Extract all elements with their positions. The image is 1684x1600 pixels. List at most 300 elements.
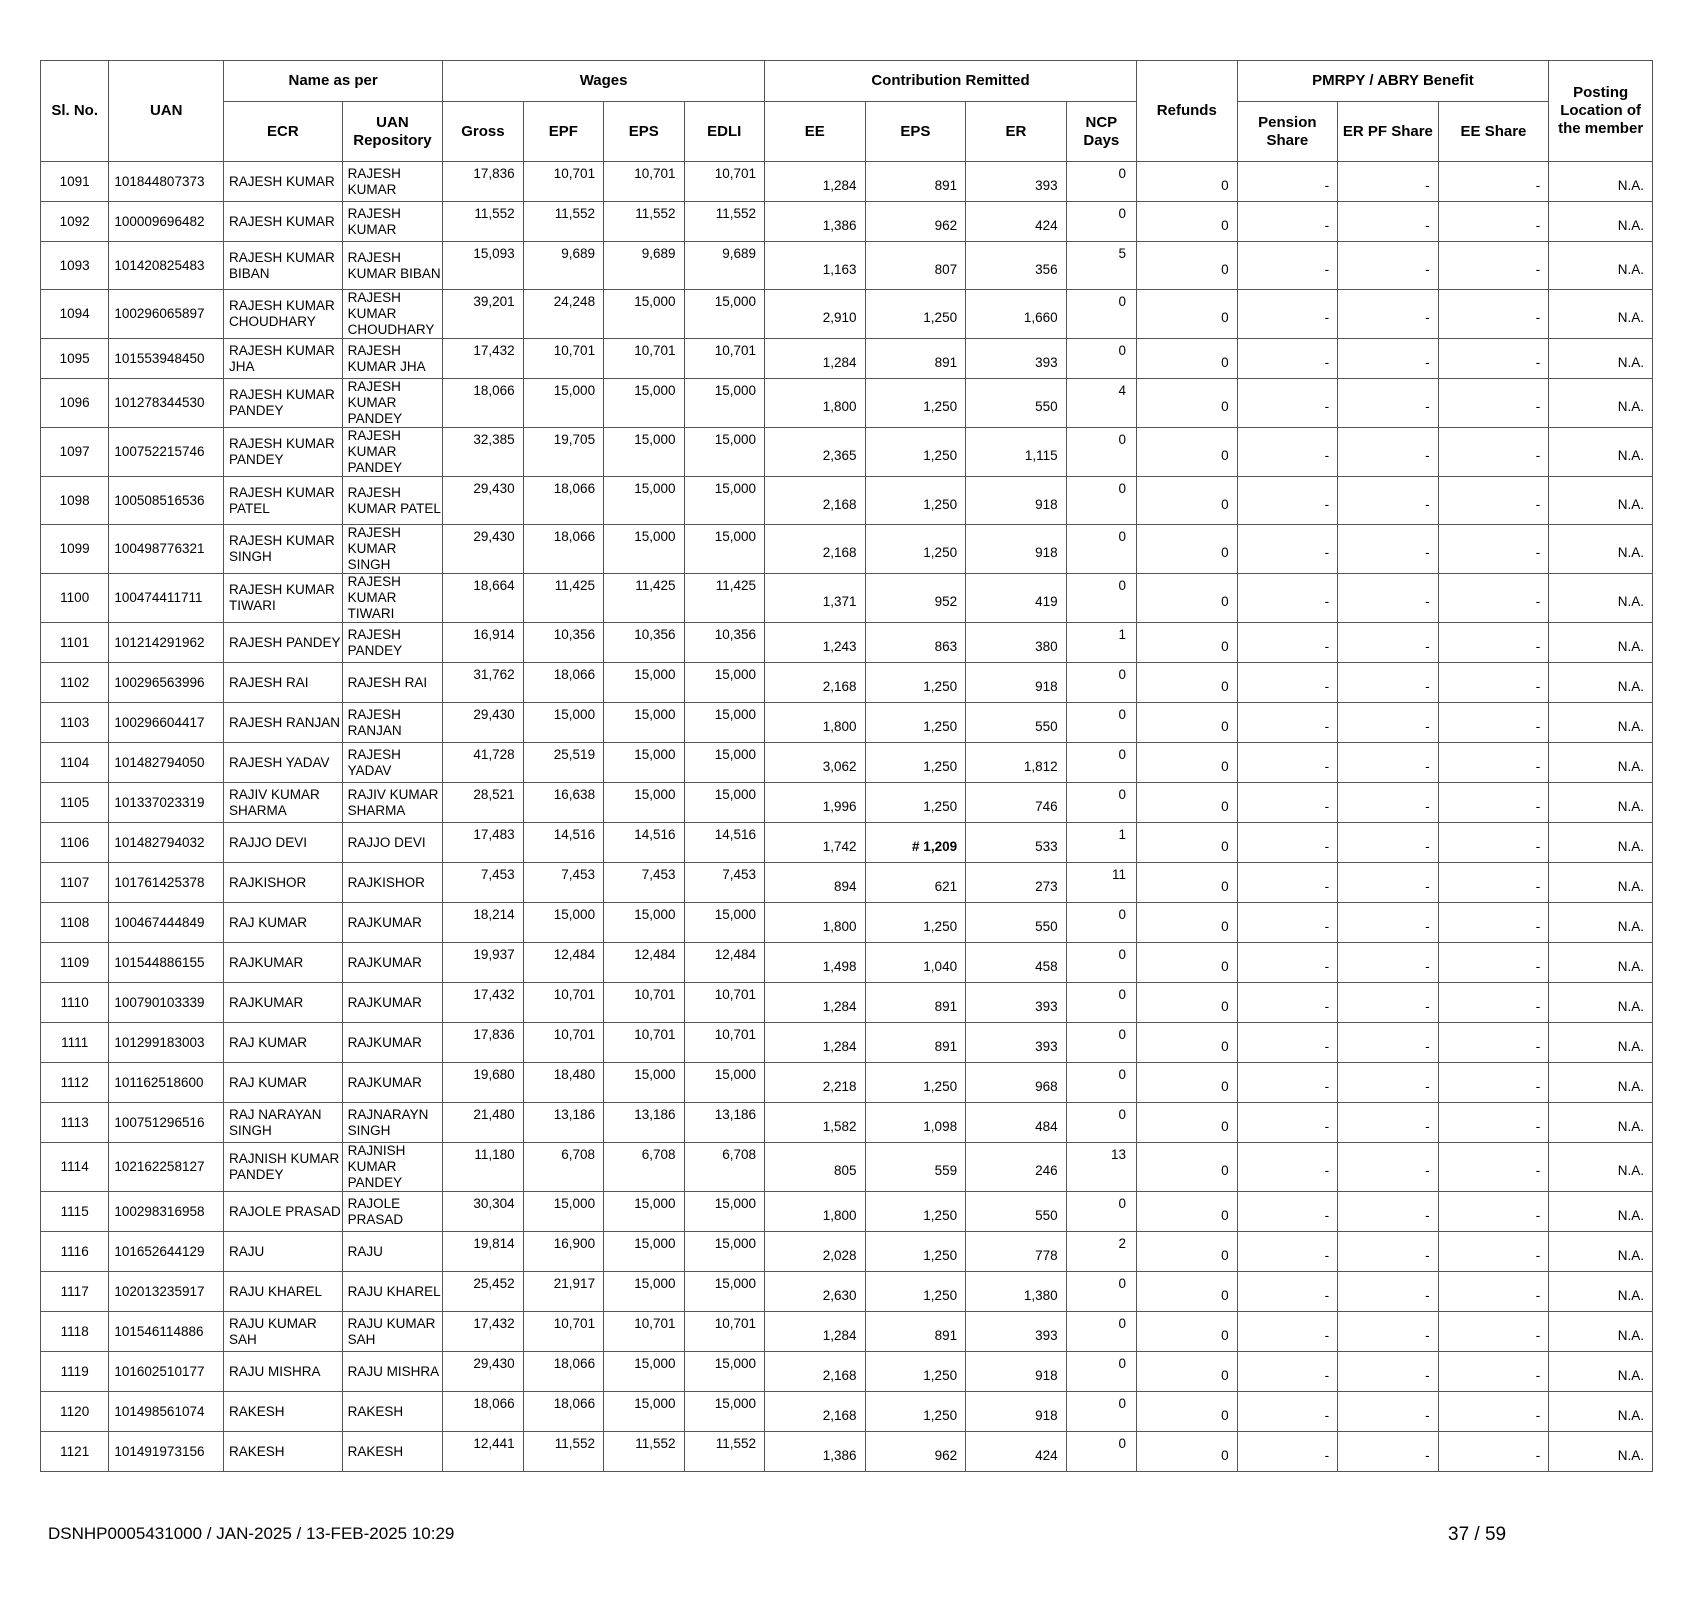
cell-pension-share: - xyxy=(1237,1192,1338,1232)
cell-edli: 15,000 xyxy=(684,1063,764,1103)
cell-sl-no: 1098 xyxy=(41,477,109,525)
cell-pension-share: - xyxy=(1237,983,1338,1023)
header-contribution-remitted: Contribution Remitted xyxy=(765,61,1137,102)
cell-eps: 15,000 xyxy=(604,1392,684,1432)
cell-refunds: 0 xyxy=(1137,1352,1238,1392)
cell-contrib-eps: 891 xyxy=(865,1312,966,1352)
cell-contrib-eps: 621 xyxy=(865,863,966,903)
cell-ee: 894 xyxy=(765,863,866,903)
header-uan: UAN xyxy=(109,61,224,162)
cell-gross: 11,180 xyxy=(443,1143,523,1192)
cell-contrib-eps: 962 xyxy=(865,1432,966,1472)
cell-uan: 101491973156 xyxy=(109,1432,224,1472)
cell-contrib-eps: 1,250 xyxy=(865,743,966,783)
cell-uan: 101544886155 xyxy=(109,943,224,983)
cell-ee-share: - xyxy=(1438,1023,1549,1063)
cell-ncp-days: 0 xyxy=(1066,1063,1136,1103)
cell-eps: 15,000 xyxy=(604,663,684,703)
cell-contrib-eps: 559 xyxy=(865,1143,966,1192)
header-er-pf-share: ER PF Share xyxy=(1338,102,1439,162)
cell-uan: 101498561074 xyxy=(109,1392,224,1432)
cell-ee-share: - xyxy=(1438,1063,1549,1103)
cell-ee-share: - xyxy=(1438,202,1549,242)
table-row xyxy=(41,525,1653,574)
cell-er: 968 xyxy=(966,1063,1067,1103)
cell-sl-no: 1114 xyxy=(41,1143,109,1192)
cell-edli: 11,425 xyxy=(684,574,764,623)
cell-ncp-days: 0 xyxy=(1066,202,1136,242)
cell-uan: 101214291962 xyxy=(109,623,224,663)
cell-epf: 15,000 xyxy=(523,1192,603,1232)
cell-edli: 11,552 xyxy=(684,1432,764,1472)
cell-ee-share: - xyxy=(1438,379,1549,428)
cell-ncp-days: 2 xyxy=(1066,1232,1136,1272)
cell-epf: 15,000 xyxy=(523,903,603,943)
cell-uan: 100752215746 xyxy=(109,428,224,477)
cell-refunds: 0 xyxy=(1137,428,1238,477)
cell-ecr-name: RAJESH KUMAR xyxy=(224,202,343,242)
cell-uan: 100467444849 xyxy=(109,903,224,943)
cell-ee: 1,371 xyxy=(765,574,866,623)
cell-er: 246 xyxy=(966,1143,1067,1192)
cell-gross: 41,728 xyxy=(443,743,523,783)
header-gross: Gross xyxy=(443,102,523,162)
cell-refunds: 0 xyxy=(1137,663,1238,703)
cell-refunds: 0 xyxy=(1137,703,1238,743)
cell-ncp-days: 0 xyxy=(1066,525,1136,574)
cell-repository-name: RAJESH KUMAR PATEL xyxy=(342,477,443,525)
cell-edli: 15,000 xyxy=(684,1392,764,1432)
cell-pension-share: - xyxy=(1237,783,1338,823)
cell-er-pf-share: - xyxy=(1338,1192,1439,1232)
cell-ncp-days: 0 xyxy=(1066,1352,1136,1392)
cell-ee-share: - xyxy=(1438,823,1549,863)
table-row xyxy=(41,863,1653,903)
cell-edli: 10,701 xyxy=(684,1312,764,1352)
cell-refunds: 0 xyxy=(1137,379,1238,428)
cell-ecr-name: RAJU xyxy=(224,1232,343,1272)
cell-pension-share: - xyxy=(1237,1352,1338,1392)
cell-gross: 29,430 xyxy=(443,525,523,574)
cell-eps: 11,552 xyxy=(604,1432,684,1472)
cell-pension-share: - xyxy=(1237,525,1338,574)
cell-ee-share: - xyxy=(1438,574,1549,623)
cell-sl-no: 1095 xyxy=(41,339,109,379)
cell-ecr-name: RAJESH KUMAR CHOUDHARY xyxy=(224,290,343,339)
cell-contrib-eps: 1,250 xyxy=(865,1192,966,1232)
cell-uan: 100009696482 xyxy=(109,202,224,242)
cell-ncp-days: 0 xyxy=(1066,1023,1136,1063)
cell-repository-name: RAJKUMAR xyxy=(342,1063,443,1103)
cell-posting: N.A. xyxy=(1549,339,1653,379)
cell-er: 550 xyxy=(966,379,1067,428)
cell-ncp-days: 0 xyxy=(1066,1192,1136,1232)
cell-refunds: 0 xyxy=(1137,1103,1238,1143)
table-row xyxy=(41,339,1653,379)
cell-eps: 15,000 xyxy=(604,1232,684,1272)
cell-epf: 21,917 xyxy=(523,1272,603,1312)
cell-ecr-name: RAJ KUMAR xyxy=(224,1063,343,1103)
cell-epf: 15,000 xyxy=(523,703,603,743)
cell-ecr-name: RAJIV KUMAR SHARMA xyxy=(224,783,343,823)
cell-sl-no: 1091 xyxy=(41,162,109,202)
table-row xyxy=(41,379,1653,428)
cell-repository-name: RAJU MISHRA xyxy=(342,1352,443,1392)
cell-edli: 14,516 xyxy=(684,823,764,863)
cell-edli: 15,000 xyxy=(684,428,764,477)
cell-contrib-eps: 1,250 xyxy=(865,1063,966,1103)
header-ecr: ECR xyxy=(224,102,343,162)
cell-er-pf-share: - xyxy=(1338,743,1439,783)
cell-repository-name: RAJIV KUMAR SHARMA xyxy=(342,783,443,823)
cell-ecr-name: RAJESH KUMAR PANDEY xyxy=(224,379,343,428)
cell-er: 393 xyxy=(966,983,1067,1023)
table-body xyxy=(41,162,1653,1472)
cell-ee: 1,582 xyxy=(765,1103,866,1143)
cell-ee: 1,498 xyxy=(765,943,866,983)
cell-uan: 100296065897 xyxy=(109,290,224,339)
cell-refunds: 0 xyxy=(1137,623,1238,663)
cell-repository-name: RAJESH KUMAR PANDEY xyxy=(342,428,443,477)
cell-contrib-eps: 1,250 xyxy=(865,290,966,339)
cell-eps: 15,000 xyxy=(604,1063,684,1103)
cell-edli: 7,453 xyxy=(684,863,764,903)
cell-posting: N.A. xyxy=(1549,943,1653,983)
cell-er: 424 xyxy=(966,1432,1067,1472)
cell-sl-no: 1110 xyxy=(41,983,109,1023)
cell-ecr-name: RAJESH PANDEY xyxy=(224,623,343,663)
cell-ee-share: - xyxy=(1438,339,1549,379)
cell-posting: N.A. xyxy=(1549,1143,1653,1192)
cell-repository-name: RAJNISH KUMAR PANDEY xyxy=(342,1143,443,1192)
cell-er: 424 xyxy=(966,202,1067,242)
cell-uan: 101278344530 xyxy=(109,379,224,428)
cell-contrib-eps: 807 xyxy=(865,242,966,290)
cell-eps: 15,000 xyxy=(604,783,684,823)
cell-ee: 2,168 xyxy=(765,1392,866,1432)
cell-repository-name: RAJKUMAR xyxy=(342,943,443,983)
cell-er-pf-share: - xyxy=(1338,574,1439,623)
cell-refunds: 0 xyxy=(1137,743,1238,783)
cell-epf: 14,516 xyxy=(523,823,603,863)
cell-eps: 10,356 xyxy=(604,623,684,663)
cell-gross: 31,762 xyxy=(443,663,523,703)
cell-ee-share: - xyxy=(1438,1432,1549,1472)
cell-eps: 15,000 xyxy=(604,1272,684,1312)
cell-gross: 30,304 xyxy=(443,1192,523,1232)
cell-ee-share: - xyxy=(1438,663,1549,703)
table-row xyxy=(41,1432,1653,1472)
cell-posting: N.A. xyxy=(1549,743,1653,783)
cell-ee: 2,168 xyxy=(765,663,866,703)
cell-ee: 1,386 xyxy=(765,202,866,242)
cell-epf: 24,248 xyxy=(523,290,603,339)
cell-epf: 16,900 xyxy=(523,1232,603,1272)
cell-ee: 1,386 xyxy=(765,1432,866,1472)
cell-ecr-name: RAJ NARAYAN SINGH xyxy=(224,1103,343,1143)
cell-er: 918 xyxy=(966,1352,1067,1392)
cell-er-pf-share: - xyxy=(1338,903,1439,943)
cell-gross: 17,432 xyxy=(443,983,523,1023)
cell-contrib-eps: 1,250 xyxy=(865,663,966,703)
cell-ee-share: - xyxy=(1438,1352,1549,1392)
table-row xyxy=(41,1023,1653,1063)
cell-repository-name: RAJU KHAREL xyxy=(342,1272,443,1312)
cell-ee: 2,218 xyxy=(765,1063,866,1103)
header-name-as-per: Name as per xyxy=(224,61,443,102)
cell-gross: 25,452 xyxy=(443,1272,523,1312)
cell-ecr-name: RAJ KUMAR xyxy=(224,1023,343,1063)
table-row xyxy=(41,823,1653,863)
cell-er-pf-share: - xyxy=(1338,1312,1439,1352)
cell-gross: 17,483 xyxy=(443,823,523,863)
cell-sl-no: 1121 xyxy=(41,1432,109,1472)
cell-posting: N.A. xyxy=(1549,983,1653,1023)
cell-refunds: 0 xyxy=(1137,863,1238,903)
cell-posting: N.A. xyxy=(1549,1192,1653,1232)
cell-repository-name: RAJESH KUMAR TIWARI xyxy=(342,574,443,623)
cell-repository-name: RAJESH KUMAR CHOUDHARY xyxy=(342,290,443,339)
cell-epf: 16,638 xyxy=(523,783,603,823)
header-wages: Wages xyxy=(443,61,765,102)
cell-posting: N.A. xyxy=(1549,1432,1653,1472)
cell-contrib-eps: 1,250 xyxy=(865,783,966,823)
cell-er-pf-share: - xyxy=(1338,1432,1439,1472)
cell-gross: 17,432 xyxy=(443,1312,523,1352)
cell-pension-share: - xyxy=(1237,863,1338,903)
cell-edli: 11,552 xyxy=(684,202,764,242)
cell-repository-name: RAJESH RAI xyxy=(342,663,443,703)
cell-pension-share: - xyxy=(1237,162,1338,202)
cell-eps: 15,000 xyxy=(604,477,684,525)
cell-ee-share: - xyxy=(1438,983,1549,1023)
cell-epf: 11,425 xyxy=(523,574,603,623)
table-row xyxy=(41,574,1653,623)
cell-epf: 12,484 xyxy=(523,943,603,983)
cell-ee-share: - xyxy=(1438,1143,1549,1192)
footer-page-number: 37 / 59 xyxy=(1448,1524,1507,1545)
cell-ee-share: - xyxy=(1438,1392,1549,1432)
table-row xyxy=(41,1392,1653,1432)
cell-posting: N.A. xyxy=(1549,703,1653,743)
cell-contrib-eps: 891 xyxy=(865,983,966,1023)
cell-posting: N.A. xyxy=(1549,1272,1653,1312)
cell-er-pf-share: - xyxy=(1338,703,1439,743)
contribution-sheet xyxy=(40,60,1653,1472)
cell-contrib-eps: 952 xyxy=(865,574,966,623)
cell-ecr-name: RAJU MISHRA xyxy=(224,1352,343,1392)
cell-contrib-eps: 1,250 xyxy=(865,1392,966,1432)
cell-er-pf-share: - xyxy=(1338,525,1439,574)
cell-ncp-days: 0 xyxy=(1066,162,1136,202)
table-row xyxy=(41,703,1653,743)
cell-er-pf-share: - xyxy=(1338,623,1439,663)
cell-gross: 28,521 xyxy=(443,783,523,823)
cell-posting: N.A. xyxy=(1549,574,1653,623)
header-er: ER xyxy=(966,102,1067,162)
cell-er-pf-share: - xyxy=(1338,202,1439,242)
cell-ncp-days: 0 xyxy=(1066,428,1136,477)
cell-ee-share: - xyxy=(1438,525,1549,574)
cell-ee-share: - xyxy=(1438,743,1549,783)
cell-posting: N.A. xyxy=(1549,863,1653,903)
cell-epf: 10,701 xyxy=(523,983,603,1023)
cell-repository-name: RAJESH PANDEY xyxy=(342,623,443,663)
cell-epf: 19,705 xyxy=(523,428,603,477)
cell-ecr-name: RAJU KHAREL xyxy=(224,1272,343,1312)
cell-posting: N.A. xyxy=(1549,1392,1653,1432)
cell-uan: 101299183003 xyxy=(109,1023,224,1063)
header-contrib-eps: EPS xyxy=(865,102,966,162)
cell-eps: 7,453 xyxy=(604,863,684,903)
cell-sl-no: 1103 xyxy=(41,703,109,743)
cell-refunds: 0 xyxy=(1137,1063,1238,1103)
cell-edli: 10,701 xyxy=(684,1023,764,1063)
cell-ecr-name: RAJESH KUMAR PATEL xyxy=(224,477,343,525)
cell-sl-no: 1109 xyxy=(41,943,109,983)
cell-pension-share: - xyxy=(1237,242,1338,290)
cell-er-pf-share: - xyxy=(1338,983,1439,1023)
cell-posting: N.A. xyxy=(1549,379,1653,428)
cell-posting: N.A. xyxy=(1549,1063,1653,1103)
cell-uan: 101482794032 xyxy=(109,823,224,863)
cell-gross: 11,552 xyxy=(443,202,523,242)
table-row xyxy=(41,1192,1653,1232)
cell-repository-name: RAJKISHOR xyxy=(342,863,443,903)
cell-posting: N.A. xyxy=(1549,623,1653,663)
cell-ecr-name: RAJESH KUMAR BIBAN xyxy=(224,242,343,290)
cell-ecr-name: RAJKUMAR xyxy=(224,983,343,1023)
cell-er: 393 xyxy=(966,162,1067,202)
table-row xyxy=(41,903,1653,943)
cell-uan: 101162518600 xyxy=(109,1063,224,1103)
cell-er: 419 xyxy=(966,574,1067,623)
cell-sl-no: 1117 xyxy=(41,1272,109,1312)
cell-sl-no: 1113 xyxy=(41,1103,109,1143)
cell-pension-share: - xyxy=(1237,1023,1338,1063)
cell-ee-share: - xyxy=(1438,290,1549,339)
cell-ecr-name: RAJ KUMAR xyxy=(224,903,343,943)
cell-sl-no: 1105 xyxy=(41,783,109,823)
cell-edli: 15,000 xyxy=(684,379,764,428)
cell-er: 918 xyxy=(966,1392,1067,1432)
cell-uan: 102013235917 xyxy=(109,1272,224,1312)
cell-eps: 15,000 xyxy=(604,290,684,339)
cell-repository-name: RAJESH KUMAR JHA xyxy=(342,339,443,379)
cell-posting: N.A. xyxy=(1549,202,1653,242)
cell-er: 550 xyxy=(966,1192,1067,1232)
cell-ecr-name: RAJESH RAI xyxy=(224,663,343,703)
cell-posting: N.A. xyxy=(1549,1352,1653,1392)
cell-refunds: 0 xyxy=(1137,290,1238,339)
cell-epf: 18,066 xyxy=(523,1352,603,1392)
header-pmrpy: PMRPY / ABRY Benefit xyxy=(1237,61,1549,102)
cell-epf: 6,708 xyxy=(523,1143,603,1192)
cell-eps: 10,701 xyxy=(604,983,684,1023)
cell-eps: 6,708 xyxy=(604,1143,684,1192)
header-epf: EPF xyxy=(523,102,603,162)
cell-er: 1,812 xyxy=(966,743,1067,783)
cell-er: 273 xyxy=(966,863,1067,903)
cell-er: 1,115 xyxy=(966,428,1067,477)
cell-er: 393 xyxy=(966,1312,1067,1352)
cell-posting: N.A. xyxy=(1549,1232,1653,1272)
cell-epf: 18,066 xyxy=(523,525,603,574)
cell-edli: 12,484 xyxy=(684,943,764,983)
cell-sl-no: 1111 xyxy=(41,1023,109,1063)
cell-posting: N.A. xyxy=(1549,525,1653,574)
cell-posting: N.A. xyxy=(1549,242,1653,290)
cell-repository-name: RAJKUMAR xyxy=(342,983,443,1023)
cell-uan: 101652644129 xyxy=(109,1232,224,1272)
cell-ecr-name: RAJESH KUMAR TIWARI xyxy=(224,574,343,623)
cell-uan: 101337023319 xyxy=(109,783,224,823)
cell-gross: 32,385 xyxy=(443,428,523,477)
cell-eps: 14,516 xyxy=(604,823,684,863)
cell-sl-no: 1119 xyxy=(41,1352,109,1392)
cell-uan: 101602510177 xyxy=(109,1352,224,1392)
cell-gross: 7,453 xyxy=(443,863,523,903)
cell-er-pf-share: - xyxy=(1338,943,1439,983)
header-refunds: Refunds xyxy=(1137,61,1238,162)
table-row xyxy=(41,623,1653,663)
cell-ee: 1,996 xyxy=(765,783,866,823)
cell-ee-share: - xyxy=(1438,1103,1549,1143)
cell-ee-share: - xyxy=(1438,863,1549,903)
table-row xyxy=(41,428,1653,477)
cell-uan: 101844807373 xyxy=(109,162,224,202)
cell-ee: 2,168 xyxy=(765,525,866,574)
cell-gross: 18,066 xyxy=(443,1392,523,1432)
cell-epf: 15,000 xyxy=(523,379,603,428)
cell-epf: 18,480 xyxy=(523,1063,603,1103)
cell-ee-share: - xyxy=(1438,242,1549,290)
cell-posting: N.A. xyxy=(1549,477,1653,525)
cell-ecr-name: RAKESH xyxy=(224,1392,343,1432)
cell-refunds: 0 xyxy=(1137,1143,1238,1192)
cell-ee-share: - xyxy=(1438,903,1549,943)
cell-pension-share: - xyxy=(1237,1232,1338,1272)
cell-ee-share: - xyxy=(1438,1272,1549,1312)
cell-refunds: 0 xyxy=(1137,1023,1238,1063)
cell-eps: 15,000 xyxy=(604,743,684,783)
cell-uan: 101482794050 xyxy=(109,743,224,783)
cell-uan: 100751296516 xyxy=(109,1103,224,1143)
cell-uan: 100508516536 xyxy=(109,477,224,525)
cell-er-pf-share: - xyxy=(1338,1272,1439,1312)
cell-er: 1,380 xyxy=(966,1272,1067,1312)
cell-ee-share: - xyxy=(1438,477,1549,525)
cell-edli: 10,356 xyxy=(684,623,764,663)
cell-er-pf-share: - xyxy=(1338,863,1439,903)
cell-pension-share: - xyxy=(1237,703,1338,743)
cell-gross: 19,680 xyxy=(443,1063,523,1103)
cell-ee: 1,284 xyxy=(765,162,866,202)
cell-ncp-days: 5 xyxy=(1066,242,1136,290)
cell-ee-share: - xyxy=(1438,783,1549,823)
cell-eps: 9,689 xyxy=(604,242,684,290)
cell-er: 533 xyxy=(966,823,1067,863)
cell-posting: N.A. xyxy=(1549,663,1653,703)
cell-pension-share: - xyxy=(1237,1392,1338,1432)
cell-gross: 15,093 xyxy=(443,242,523,290)
cell-pension-share: - xyxy=(1237,1143,1338,1192)
cell-contrib-eps: 1,250 xyxy=(865,477,966,525)
cell-er-pf-share: - xyxy=(1338,1232,1439,1272)
cell-er: 918 xyxy=(966,663,1067,703)
cell-uan: 101553948450 xyxy=(109,339,224,379)
table-row xyxy=(41,1063,1653,1103)
